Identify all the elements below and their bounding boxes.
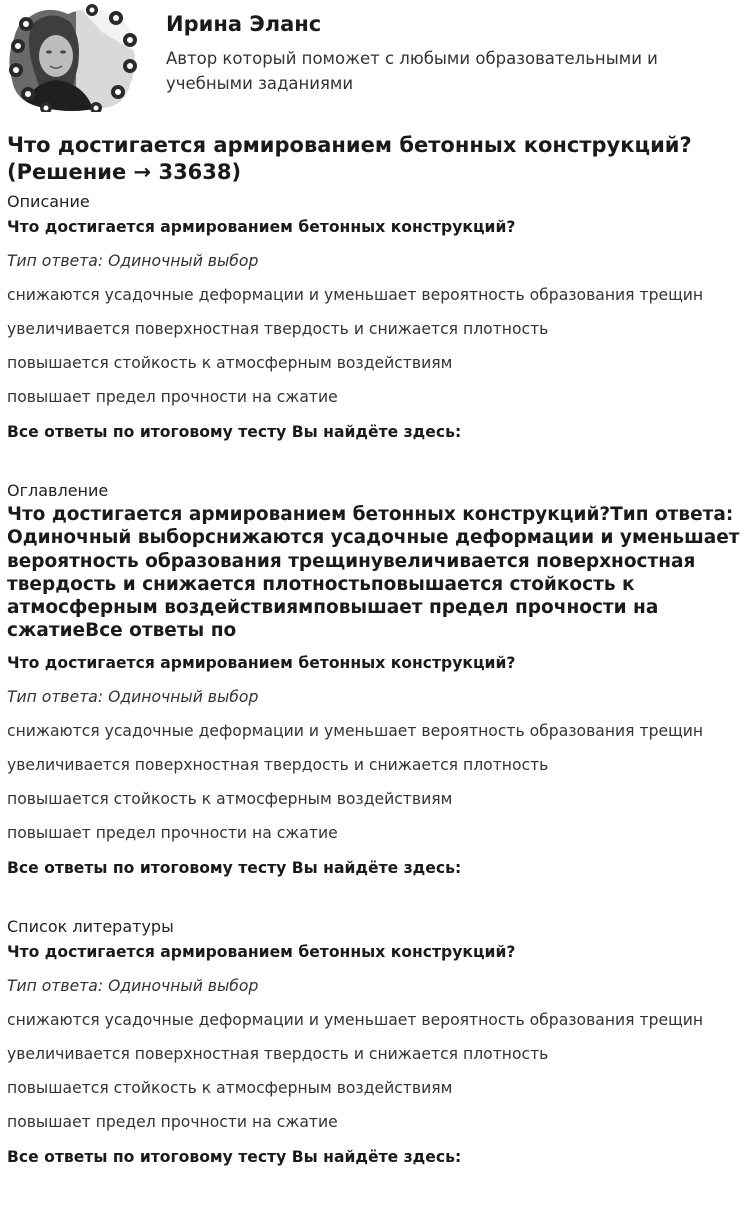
all-answers-link[interactable]: Все ответы по итоговому тесту Вы найдёте здесь: [7, 1148, 462, 1166]
description-section [7, 192, 743, 442]
answer-type: Тип ответа: Одиночный выбор [7, 252, 259, 270]
all-answers-link[interactable]: Все ответы по итоговому тесту Вы найдёте здесь: [7, 858, 462, 877]
answer-type: Тип ответа: Одиночный выбор [7, 687, 259, 706]
section-label: Описание [7, 192, 90, 211]
answer-option: повышается стойкость к атмосферным воздействиям [7, 354, 453, 372]
page-title-solution-id: (Решение → 33638) [7, 160, 242, 184]
section-label: Оглавление [7, 481, 109, 500]
all-answers-link[interactable]: Все ответы по итоговому тесту Вы найдёте здесь: [7, 423, 462, 441]
answer-option: повышает предел прочности на сжатие [7, 1113, 338, 1131]
answer-option: повышается стойкость к атмосферным воздействиям [7, 1079, 453, 1097]
author-name[interactable]: Ирина Эланс [166, 12, 322, 36]
section-label: Список литературы [7, 917, 174, 936]
question-text: Что достигается армированием бетонных конструкций? [7, 943, 516, 961]
answer-option: увеличивается поверхностная твердость и снижается плотность [7, 1045, 549, 1063]
answer-option: повышается стойкость к атмосферным воздействиям [7, 789, 453, 808]
answer-option: снижаются усадочные деформации и уменьшает вероятность образования трещин [7, 721, 704, 740]
answer-option: увеличивается поверхностная твердость и снижается плотность [7, 320, 549, 338]
answer-option: повышает предел прочности на сжатие [7, 823, 338, 842]
answer-option: увеличивается поверхностная твердость и снижается плотность [7, 755, 549, 774]
answer-type: Тип ответа: Одиночный выбор [7, 977, 259, 995]
toc-section [7, 481, 743, 878]
question-text: Что достигается армированием бетонных конструкций? [7, 218, 516, 236]
answer-option: снижаются усадочные деформации и уменьшает вероятность образования трещин [7, 1011, 704, 1029]
author-description: Автор который поможет с любыми образовательными и учебными заданиями [166, 49, 658, 93]
author-avatar [6, 4, 138, 112]
toc-summary: Что достигается армированием бетонных конструкций?Тип ответа: Одиночный выборснижаются усадочные деформации и уменьшает вероятность образования трещинувеличивается поверхностная твердость и снижается плотностьповышается стойкость к атмосферным воздействиямповышает предел прочности на сжатиеВсе ответы по [7, 504, 740, 642]
author-card [6, 4, 746, 114]
page-title [7, 132, 743, 186]
question-text: Что достигается армированием бетонных конструкций? [7, 653, 516, 672]
answer-option: снижаются усадочные деформации и уменьшает вероятность образования трещин [7, 286, 704, 304]
answer-option: повышает предел прочности на сжатие [7, 388, 338, 406]
references-section [7, 917, 743, 1167]
page-title-question: Что достигается армированием бетонных конструкций? [7, 133, 692, 157]
